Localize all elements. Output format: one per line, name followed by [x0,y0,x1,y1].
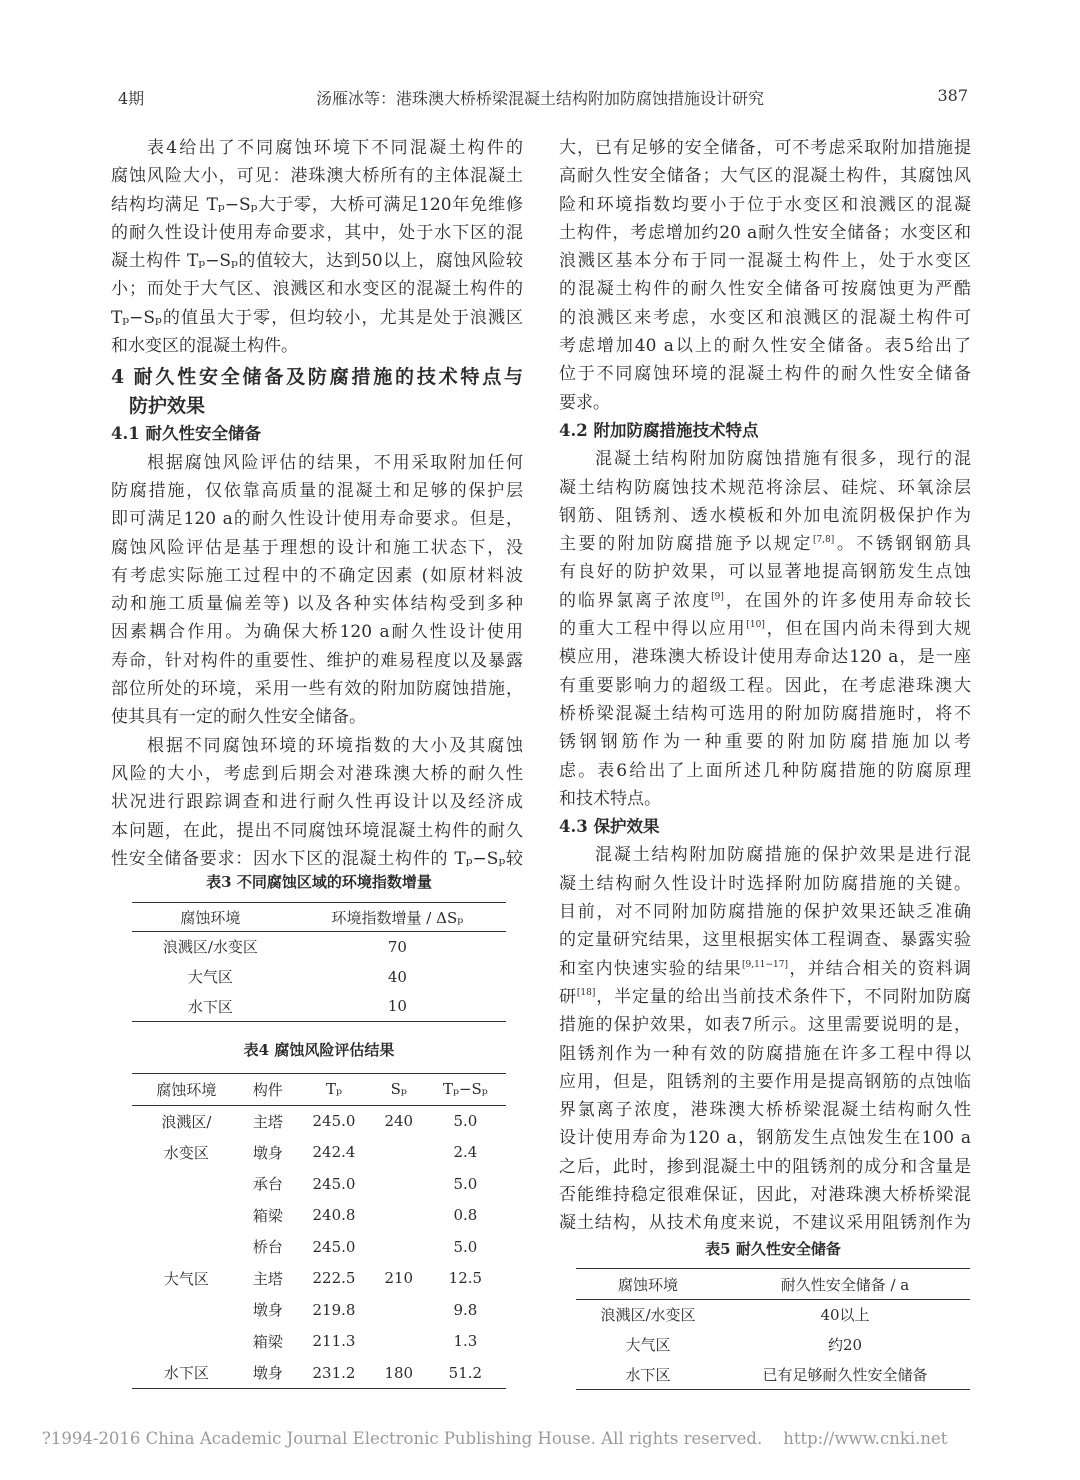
copyright-text: ?1994-2016 China Academic Journal Electronic Publishing House. All rights reserved. [42,1429,763,1448]
table-header-row [132,1074,506,1106]
table-cell [132,1168,241,1200]
table-cell: 5.0 [453,1237,478,1256]
subsection-heading [559,417,971,445]
text-line: 桥桥梁混凝土结构可选用的附加防腐措施时，将不 [559,703,971,724]
paragraph [111,732,523,873]
column-header: 构件 [241,1074,295,1106]
text-line: 混凝土结构附加防腐蚀措施有很多，现行的混 [595,449,971,470]
citation: [10] [746,620,765,631]
text-segment: ，半定量的给出当前技术条件下，不同附加防腐 [595,986,972,1007]
citation: [18] [576,987,596,998]
text-line: 凝土结构，从技术角度来说，不建议采用阻锈剂作为 [559,1213,971,1234]
table-cell [132,1200,241,1232]
column-header: 环境指数增量 / ΔSₚ [289,903,506,932]
table3-title: 表3 不同腐蚀区域的环境指数增量 [206,873,432,891]
text-line: 根据腐蚀风险评估的结果，不用采取附加任何 [147,452,523,473]
page-number: 387 [937,86,968,105]
text-line: 4.2 附加防腐措施技术特点 [559,420,759,440]
table-cell: 水变区 [163,1143,209,1162]
table-cell [373,1231,425,1263]
text-segment: 的重大工程中得以应用 [559,619,747,640]
journal-issue: 4期 [118,89,145,108]
running-title: 汤雁冰等：港珠澳大桥桥梁混凝土结构附加防腐蚀措施设计研究 [315,89,764,108]
text-line: 防护效果 [129,394,206,417]
table-cell [373,1200,425,1232]
table-cell: 约20 [827,1336,863,1354]
table-cell: 主塔 [252,1269,283,1288]
paragraph [111,449,523,732]
text-line [559,587,971,615]
column-header: 耐久性安全储备 / a [720,1269,970,1300]
text-line: 有考虑实际施工过程中的不确定因素 (如原材料波 [111,565,523,586]
table-cell [132,1294,241,1326]
text-line: 凝土构件 Tₚ−Sₚ的值较大，达到50以上，腐蚀风险较 [111,251,523,272]
text-line: 4.1 耐久性安全储备 [111,424,261,444]
text-line: 结构均满足 Tₚ−Sₚ大于零，大桥可满足120年免维修 [111,194,523,215]
table-cell: 墩身 [252,1301,283,1320]
table-cell: 墩身 [252,1364,283,1382]
table-cell: 180 [384,1363,414,1382]
text-line: 腐蚀风险评估是基于理想的设计和施工状态下，没 [111,537,523,558]
text-line: 的定量研究结果，这里根据实体工程调查、暴露实验 [559,930,971,951]
table-cell: 浪溅区/ [161,1112,212,1131]
text-line: 否能维持稳定很难保证，因此，对港珠澳大桥桥梁混 [559,1184,971,1205]
text-line: 阻锈剂作为一种有效的防腐措施在许多工程中得以 [559,1043,971,1064]
text-line: 本问题，在此，提出不同腐蚀环境混凝土构件的耐久 [111,820,523,841]
text-line: 状况进行跟踪调查和进行耐久性再设计以及经济成 [111,792,523,813]
table4-title: 表4 腐蚀风险评估结果 [243,1041,395,1059]
table-cell [132,1326,241,1358]
text-line: 的浪溅区来考虑，水变区和浪溅区的混凝土构件可 [559,307,971,328]
table5 [576,1268,970,1390]
table4 [132,1073,506,1389]
text-segment: 和室内快速实验的结果 [559,958,742,979]
text-segment: 。不锈钢钢筋具 [834,534,972,555]
table-cell: 10 [387,997,407,1016]
table-cell: 40 [387,967,407,986]
table-row [132,992,506,1022]
table-cell [373,1326,425,1358]
subsection-heading [111,420,523,448]
text-line: 防腐措施，仅依靠高质量的混凝土和足够的保护层 [111,480,523,501]
footer-url[interactable]: http://www.cnki.net [783,1429,948,1448]
table-cell: 211.3 [312,1332,356,1351]
table-cell [373,1137,425,1169]
text-line: 动和施工质量偏差等) 以及各种实体结构受到多种 [111,594,523,615]
right-column [559,134,971,1238]
text-line: 锈钢钢筋作为一种重要的附加防腐措施加以考 [559,732,971,753]
text-line: 有重要影响力的超级工程。因此，在考虑港珠澳大 [559,675,971,696]
text-segment: ，并结合相关的资料调 [788,958,971,979]
table-cell: 浪溅区/水变区 [162,938,258,957]
text-line: 土构件，考虑增加约20 a耐久性安全储备；水变区和 [559,222,971,243]
text-line: Tₚ−Sₚ的值虽大于零，但均较小，尤其是处于浪溅区 [111,307,523,328]
paragraph [559,134,971,417]
text-line: 的耐久性设计使用寿命要求，其中，处于水下区的混 [111,222,523,243]
text-line: 大，已有足够的安全储备，可不考虑采取附加措施提 [559,138,971,158]
left-column [111,134,523,873]
text-line [559,615,971,643]
column-header: 腐蚀环境 [576,1269,720,1300]
text-line [559,530,971,558]
table-cell: 水下区 [163,1364,209,1382]
text-line: 位于不同腐蚀环境的混凝土构件的耐久性安全储备 [559,364,971,385]
text-line: 措施的保护效果，如表7所示。这里需要说明的是， [559,1015,971,1036]
text-line: 性安全储备要求：因水下区的混凝土构件的 Tₚ−Sₚ较 [111,848,523,869]
text-line: 腐蚀风险大小，可见：港珠澳大桥所有的主体混凝土 [111,166,523,187]
column-header: Tₚ [295,1074,373,1106]
text-line: 和技术特点。 [559,788,661,809]
text-line: 和水变区的混凝土构件。 [111,336,298,357]
section-heading [111,363,523,420]
text-line: 因素耦合作用。为确保大桥120 a耐久性设计使用 [111,622,523,643]
table-cell: 水下区 [187,997,233,1016]
paragraph [559,841,971,1237]
table-cell [373,1168,425,1200]
text-line: 模应用，港珠澳大桥设计使用寿命达120 a，是一座 [559,647,971,668]
table-cell: 70 [387,937,407,956]
text-line: 的混凝土构件的耐久性安全储备可按腐蚀更为严酷 [559,279,971,300]
text-line: 之后，此时，掺到混凝土中的阻锈剂的成分和含量是 [559,1156,971,1177]
text-line: 凝土结构耐久性设计时选择附加防腐措施的关键。 [559,873,971,894]
table-cell: 245.0 [312,1174,356,1193]
text-segment: ，但在国内尚未得到大规 [764,619,972,640]
text-line: 应用，但是，阻锈剂的主要作用是提高钢筋的点蚀临 [559,1071,971,1092]
text-line [559,983,971,1011]
table-cell: 箱梁 [252,1206,283,1225]
table-cell: 桥台 [252,1238,283,1257]
table-cell: 0.8 [453,1206,478,1225]
table-row [132,1168,506,1200]
text-line: 根据不同腐蚀环境的环境指数的大小及其腐蚀 [147,735,523,756]
citation: [9] [711,591,724,602]
text-segment: 主要的附加防腐措施予以规定 [559,534,813,555]
column-header: Tₚ−Sₚ [425,1074,506,1106]
table-row [132,1105,506,1137]
table-cell: 51.2 [448,1363,483,1382]
paragraph [111,134,523,360]
table-cell: 浪溅区/水变区 [600,1306,696,1325]
table-cell: 2.4 [453,1143,478,1162]
table-cell: 231.2 [312,1363,356,1382]
table-cell: 245.0 [312,1237,356,1256]
table-row [132,1294,506,1326]
table-row [132,1231,506,1263]
table-cell: 222.5 [312,1269,356,1288]
column-header: 腐蚀环境 [132,1074,241,1106]
table-cell: 大气区 [163,1269,209,1288]
table-row [132,1326,506,1358]
table-cell: 240 [384,1112,414,1130]
text-line: 高耐久性安全储备；大气区的混凝土构件，其腐蚀风 [559,166,971,187]
table-cell: 5.0 [453,1112,478,1130]
text-line: 使其具有一定的耐久性安全储备。 [111,707,366,728]
footer [42,1429,947,1448]
text-line: 设计使用寿命为120 a，钢筋发生点蚀发生在100 a [559,1128,971,1149]
table5-title: 表5 耐久性安全储备 [705,1240,841,1258]
text-segment: 研 [559,986,577,1007]
table-cell: 主塔 [252,1112,283,1131]
text-line: 凝土结构防腐蚀技术规范将涂层、硅烷、环氧涂层 [559,477,971,498]
table-row [576,1330,970,1360]
text-line: 风险的大小，考虑到后期会对港珠澳大桥的耐久性 [111,763,523,784]
table-header-row [576,1269,970,1300]
table-cell: 219.8 [312,1300,356,1319]
table-cell: 已有足够耐久性安全储备 [762,1365,928,1384]
table-row [132,1263,506,1295]
table-row [132,1200,506,1232]
table-cell: 242.4 [312,1143,356,1162]
text-line: 小；而处于大气区、浪溅区和水变区的混凝土构件的 [111,279,523,300]
table-cell: 40以上 [820,1306,870,1325]
text-line [559,955,971,983]
column-header: 腐蚀环境 [132,903,289,932]
table3 [132,902,506,1022]
text-line: 考虑增加40 a以上的耐久性安全储备。表5给出了 [559,336,971,357]
table-row [132,962,506,992]
table-header-row [132,903,506,932]
text-line: 4 耐久性安全储备及防腐措施的技术特点与 [111,366,523,389]
text-line: 即可满足120 a的耐久性设计使用寿命要求。但是， [111,509,523,530]
table-cell: 大气区 [187,968,233,986]
text-line: 表4给出了不同腐蚀环境下不同混凝土构件的 [147,138,523,158]
column-header: Sₚ [373,1074,425,1106]
text-line: 有良好的防护效果，可以显著地提高钢筋发生点蚀 [559,562,971,583]
table-cell: 245.0 [312,1112,356,1130]
table-cell: 240.8 [312,1206,356,1225]
table-row [132,1357,506,1389]
table-cell: 水下区 [625,1365,671,1384]
table-cell: 箱梁 [252,1332,283,1351]
text-segment: ，在国外的许多使用寿命较长 [723,590,972,611]
citation: [9,11−17] [741,959,789,970]
table-row [576,1360,970,1390]
text-line: 寿命，针对构件的重要性、维护的难易程度以及暴露 [111,650,523,671]
subsection-heading [559,813,971,841]
table-cell: 1.3 [453,1332,478,1351]
table-row [576,1300,970,1330]
text-line: 目前，对不同附加防腐措施的保护效果还缺乏准确 [559,902,971,923]
table-cell: 大气区 [625,1336,671,1354]
text-line: 界氯离子浓度，港珠澳大桥桥梁混凝土结构耐久性 [559,1100,971,1121]
table-cell: 9.8 [453,1300,478,1319]
text-line: 浪溅区基本分布于同一混凝土构件上，处于水变区 [559,251,971,272]
text-line: 混凝土结构附加防腐措施的保护效果是进行混 [595,845,971,866]
paragraph [559,445,971,813]
text-line: 钢筋、阻锈剂、透水模板和外加电流阴极保护作为 [559,505,971,526]
table-cell [132,1231,241,1263]
table-row [132,932,506,962]
table-cell: 5.0 [453,1174,478,1193]
citation: [7,8] [812,535,835,546]
text-line: 部位所处的环境，采用一些有效的附加防腐蚀措施， [111,679,523,700]
table-cell [373,1294,425,1326]
text-line: 要求。 [559,392,610,413]
table-cell: 12.5 [448,1269,483,1288]
text-line: 险和环境指数均要小于位于水变区和浪溅区的混凝 [559,194,971,215]
text-line: 4.3 保护效果 [559,817,660,837]
table-row [132,1137,506,1169]
table-cell: 210 [384,1269,414,1288]
text-segment: 的临界氯离子浓度 [559,590,712,611]
table-cell: 墩身 [252,1143,283,1162]
table-cell: 承台 [252,1175,283,1194]
text-line: 虑。表6给出了上面所述几种防腐措施的防腐原理 [559,760,971,781]
